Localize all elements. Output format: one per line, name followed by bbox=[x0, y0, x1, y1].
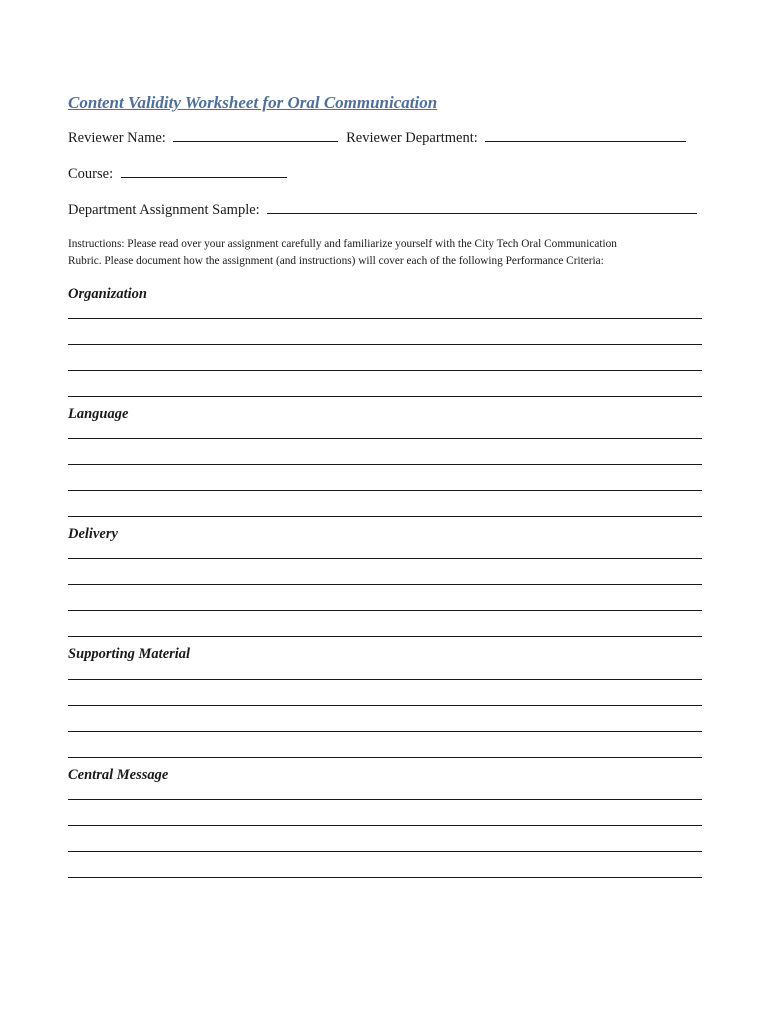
reviewer-row bbox=[68, 130, 686, 147]
course-row bbox=[68, 166, 287, 183]
section-title-organization: Organization bbox=[68, 286, 147, 302]
assignment-sample-label: Department Assignment Sample: bbox=[68, 202, 260, 218]
assignment-sample-row bbox=[68, 202, 697, 219]
course-label: Course: bbox=[68, 166, 114, 182]
response-line[interactable] bbox=[68, 757, 702, 758]
response-line[interactable] bbox=[68, 731, 702, 732]
response-line[interactable] bbox=[68, 438, 702, 439]
response-line[interactable] bbox=[68, 799, 702, 800]
response-line[interactable] bbox=[68, 825, 702, 826]
reviewer-name-label: Reviewer Name: bbox=[68, 130, 166, 146]
reviewer-department-field[interactable] bbox=[485, 140, 686, 142]
response-line[interactable] bbox=[68, 705, 702, 706]
response-line[interactable] bbox=[68, 679, 702, 680]
section-title-supporting-material: Supporting Material bbox=[68, 646, 191, 662]
section-title-central-message: Central Message bbox=[68, 767, 169, 783]
response-line[interactable] bbox=[68, 516, 702, 517]
course-field[interactable] bbox=[121, 176, 287, 178]
instructions-line-2: Rubric. Please document how the assignment (and instructions) will cover each of the following Performance Criteria: bbox=[68, 254, 604, 267]
response-line[interactable] bbox=[68, 877, 702, 878]
response-line[interactable] bbox=[68, 851, 702, 852]
response-line[interactable] bbox=[68, 636, 702, 637]
response-line[interactable] bbox=[68, 318, 702, 319]
response-line[interactable] bbox=[68, 344, 702, 345]
response-line[interactable] bbox=[68, 584, 702, 585]
response-line[interactable] bbox=[68, 558, 702, 559]
reviewer-name-field[interactable] bbox=[173, 140, 338, 142]
response-line[interactable] bbox=[68, 370, 702, 371]
document-title: Content Validity Worksheet for Oral Communication bbox=[68, 93, 438, 112]
instructions bbox=[68, 236, 708, 269]
response-line[interactable] bbox=[68, 490, 702, 491]
response-line[interactable] bbox=[68, 464, 702, 465]
instructions-line-1: Instructions: Please read over your assignment carefully and familiarize yourself with the City Tech Oral Communication bbox=[68, 238, 617, 250]
reviewer-department-label: Reviewer Department: bbox=[346, 130, 478, 146]
response-line[interactable] bbox=[68, 610, 702, 611]
response-line[interactable] bbox=[68, 396, 702, 397]
section-title-delivery: Delivery bbox=[68, 526, 118, 542]
section-title-language: Language bbox=[68, 406, 129, 422]
assignment-sample-field[interactable] bbox=[267, 212, 697, 214]
